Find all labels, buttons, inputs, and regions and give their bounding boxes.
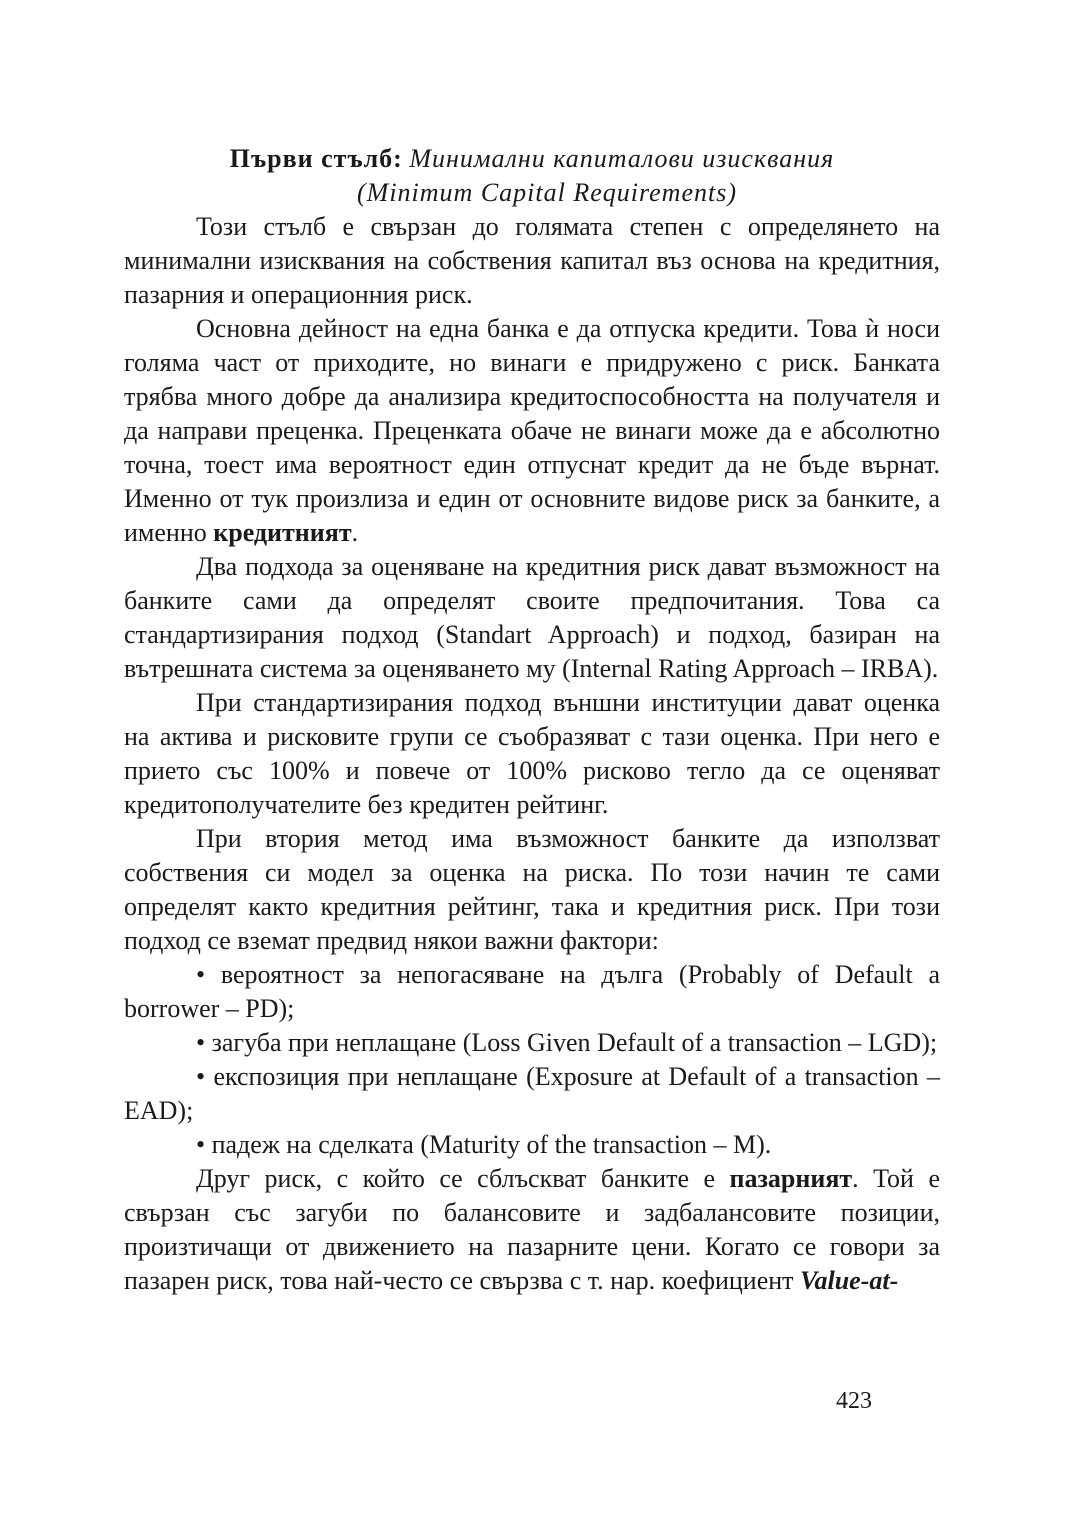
paragraph-standard-approach: При стандартизирания подход външни институции дават оценка на актива и рисковите групи се съобразяват с тази оценка. При него е прието със 100% и повече от 100% рисково тегло да се оценяват кредитополучателите без кредитен рейтинг.	[124, 688, 940, 819]
paragraph-credit-risk	[124, 312, 940, 550]
heading-subtitle: (Minimum Capital Requirements)	[357, 178, 737, 207]
bullet-lgd: • загуба при неплащане (Loss Given Default of a transaction – LGD);	[196, 1028, 938, 1057]
paragraph-credit-risk-end: .	[351, 518, 359, 547]
paragraph-credit-risk-text: Основна дейност на една банка е да отпуска кредити. Това ѝ носи голяма част от приходите, но винаги е придружено с риск. Банката трябва много добре да анализира кредитоспособността на получателя и да направи преценка. Преценката обаче не винаги може да е абсолютно точна, тоест има вероятност един отпуснат кредит да не бъде върнат. Именно от тук произлиза и един от основните видове риск за банките, а именно	[124, 314, 940, 547]
paragraph-market-risk-mid: . Той е свързан със загуби по балансовите и задбалансовите позиции, произтичащи от движението на пазарните цени. Когато се говори за пазарен риск, това най-често се свързва с т. нар. коефициент	[124, 1164, 940, 1295]
paragraph-pillar-intro: Този стълб е свързан до голямата степен с определянето на минимални изисквания на собствения капитал въз основа на кредитния, пазарния и операционния риск.	[124, 212, 940, 309]
bullet-ead: • експозиция при неплащане (Exposure at Default of a transaction – EAD);	[124, 1062, 940, 1125]
term-value-at-risk: Value-at-	[800, 1266, 899, 1295]
heading-title: Минимални капиталови изисквания	[409, 144, 835, 173]
paragraph-market-risk	[124, 1162, 940, 1298]
section-heading	[124, 142, 940, 210]
page-content	[124, 142, 940, 1298]
term-credit-risk: кредитният	[213, 518, 352, 547]
paragraph-market-risk-text: Друг риск, с който се сблъскват банките е	[196, 1164, 730, 1193]
heading-lead: Първи стълб:	[229, 144, 403, 173]
paragraph-two-approaches: Два подхода за оценяване на кредитния риск дават възможност на банките сами да определят своите предпочитания. Това са стандартизирания подход (Standart Approach) и подход, базиран на вътрешната система за оценяването му (Internal Rating Approach – IRBA).	[124, 552, 940, 683]
page-number: 423	[836, 1388, 872, 1414]
term-market-risk: пазарният	[729, 1164, 853, 1193]
bullet-pd: • вероятност за непогасяване на дълга (Probably of Default a borrower – PD);	[124, 960, 940, 1023]
paragraph-internal-method: При втория метод има възможност банките да използват собствения си модел за оценка на риска. По този начин те сами определят както кредитния рейтинг, така и кредитния риск. При този подход се вземат предвид някои важни фактори:	[124, 824, 940, 955]
bullet-maturity: • падеж на сделката (Maturity of the transaction – M).	[196, 1130, 772, 1159]
